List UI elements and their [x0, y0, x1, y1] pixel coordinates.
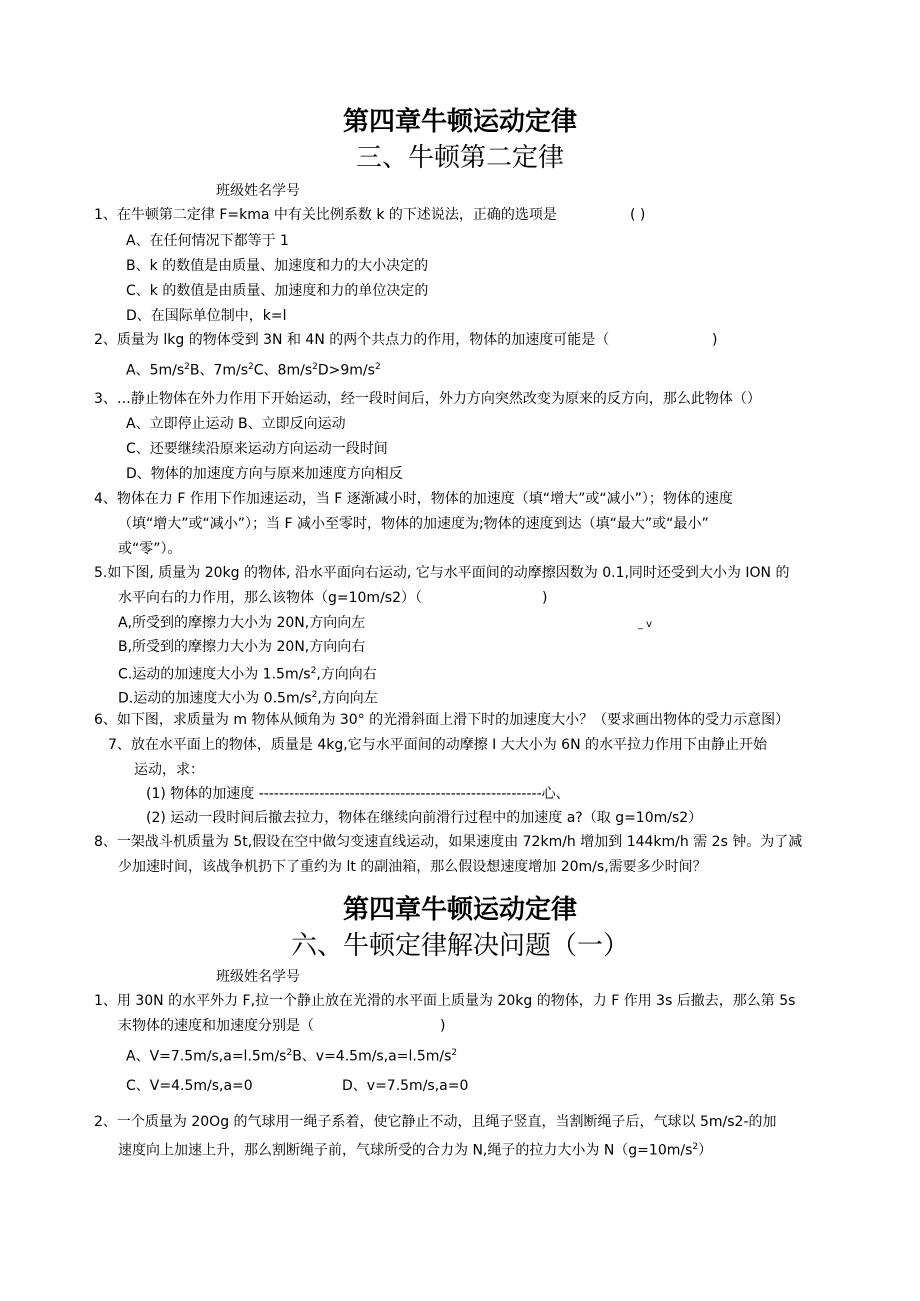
question-line: 4、物体在力 F 作用下作加速运动，当 F 逐渐减小时，物体的加速度（填“增大”或“减小”）；物体的速度	[94, 491, 733, 507]
options-line	[126, 357, 381, 381]
line-text: 速度向上加速上升，那么割断绳子前，气球所受的合力为 N,绳子的拉力大小为 N（g=10m∕s	[118, 1142, 693, 1159]
question-stem: 1、在牛顿第二定律 F=kma 中有关比例系数 k 的下述说法，正确的选项是	[94, 207, 557, 223]
superscript: 2	[248, 362, 254, 372]
option-d: D、物体的加速度方向与原来加速度方向相反	[126, 466, 403, 482]
question-line	[118, 1137, 712, 1161]
question-line: 末物体的速度和加速度分别是（	[118, 1018, 314, 1034]
option-d: D、在国际单位制中，k=l	[126, 308, 287, 324]
question-line: 5.如下图, 质量为 20kg 的物体, 沿水平面向右运动, 它与水平面间的动摩擦因数为 0.1,同时还受到大小为 ION 的	[94, 565, 790, 581]
answer-paren: ( )	[630, 207, 646, 223]
line-end: ）	[698, 1142, 713, 1159]
question-line: 1、用 30N 的水平外力 F,拉一个静止放在光滑的水平面上质量为 20kg 的物体，力 F 作用 3s 后撤去，那么第 5s	[94, 993, 796, 1009]
option-a: A、V=7.5m∕s,a=l.5m∕s	[126, 1048, 287, 1065]
options-ab	[126, 1043, 457, 1067]
superscript: 2	[311, 690, 318, 700]
sub-question-2: (2) 运动一段时间后撤去拉力，物体在继续向前滑行过程中的加速度 a?（取 g=10m∕s2）	[146, 810, 703, 826]
question-line: 7、放在水平面上的物体，质量是 4kg,它与水平面间的动摩擦 I 大大小为 6N 的水平拉力作用下由静止开始	[108, 737, 768, 753]
option-d: D>9m∕s	[317, 362, 375, 379]
superscript: 2	[451, 1048, 458, 1058]
option-d-dir: ,方向向左	[317, 690, 378, 707]
option-c: C、8m∕s	[253, 362, 313, 379]
info-line: 班级姓名学号	[216, 183, 300, 199]
superscript: 2	[286, 1048, 293, 1058]
question-line: （填“增大”或“减小”）；当 F 减小至零时，物体的加速度为;物体的速度到达（填“最大”或“最小”	[118, 516, 709, 532]
option-d	[118, 685, 378, 709]
superscript: 2	[184, 362, 190, 372]
option-c-text: C.运动的加速度大小为 1.5m∕s	[118, 666, 311, 683]
option-a: A,所受到的摩擦力大小为 20N,方向向左	[118, 615, 366, 631]
option-c: C、V=4.5m∕s,a=0	[126, 1078, 253, 1094]
option-b: B、k 的数值是由质量、加速度和力的大小决定的	[126, 258, 429, 274]
question-stem: 3、…静止物体在外力作用下开始运动，经一段时间后，外力方向突然改变为原来的反方向，那么此物体（）	[94, 391, 761, 407]
question-line: 8、一架战斗机质量为 5t,假设在空中做匀变速直线运动，如果速度由 72km∕h 增加到 144km∕h 需 2s 钟。为了减	[94, 834, 803, 850]
option-d: D、v=7.5m∕s,a=0	[342, 1078, 469, 1094]
option-b: B、7m∕s	[189, 362, 249, 379]
question-line: 少加速时间，该战争机扔下了重约为 lt 的副油箱，那么假设想速度增加 20m∕s,需要多少时间？	[118, 859, 707, 875]
question-line: 6、如下图，求质量为 m 物体从倾角为 30° 的光滑斜面上滑下时的加速度大小？（要求画出物体的受力示意图）	[94, 712, 790, 728]
option-c	[118, 661, 377, 685]
superscript: 2	[312, 362, 318, 372]
question-line: 或“零”）。	[118, 541, 182, 557]
option-a: A、在任何情况下都等于 1	[126, 233, 289, 249]
option-d-text: D.运动的加速度大小为 0.5m∕s	[118, 690, 312, 707]
lesson-title: 三、牛顿第二定律	[355, 143, 564, 173]
question-line: 2、一个质量为 20Og 的气球用一绳子系着，使它静止不动，且绳子竖直，当割断绳子后，气球以 5m∕s2-的加	[94, 1114, 777, 1130]
superscript: 2	[310, 666, 317, 676]
option-ab: A、立即停止运动 B、立即反向运动	[126, 416, 346, 432]
lesson-title: 六、牛顿定律解决问题（一）	[290, 931, 629, 961]
option-a: A、5m∕s	[126, 362, 185, 379]
question-stem: 2、质量为 lkg 的物体受到 3N 和 4N 的两个共点力的作用，物体的加速度可能是（	[94, 332, 610, 348]
answer-paren: )	[542, 590, 548, 606]
chapter-title: 第四章牛顿运动定律	[342, 107, 577, 137]
question-line: 运动，求：	[134, 762, 204, 778]
chapter-title: 第四章牛顿运动定律	[342, 895, 577, 925]
option-c: C、还要继续沿原来运动方向运动一段时间	[126, 441, 388, 457]
option-c: C、k 的数值是由质量、加速度和力的单位决定的	[126, 283, 429, 299]
option-c-dir: ,方向向右	[316, 666, 377, 683]
answer-paren: )	[712, 332, 718, 348]
figure-mark: _ v	[638, 619, 653, 630]
question-line: 水平向右的力作用，那么该物体（g=10m∕s2）（	[118, 590, 422, 606]
sub-question-1: (1) 物体的加速度 --------------------------------------------------------心、	[146, 786, 570, 802]
option-b: B,所受到的摩擦力大小为 20N,方向向右	[118, 639, 366, 655]
option-b: B、v=4.5m∕s,a=l.5m∕s	[292, 1048, 452, 1065]
superscript: 2	[374, 362, 381, 372]
superscript: 2	[692, 1142, 699, 1152]
info-line: 班级姓名学号	[216, 969, 300, 985]
answer-paren: )	[440, 1018, 446, 1034]
